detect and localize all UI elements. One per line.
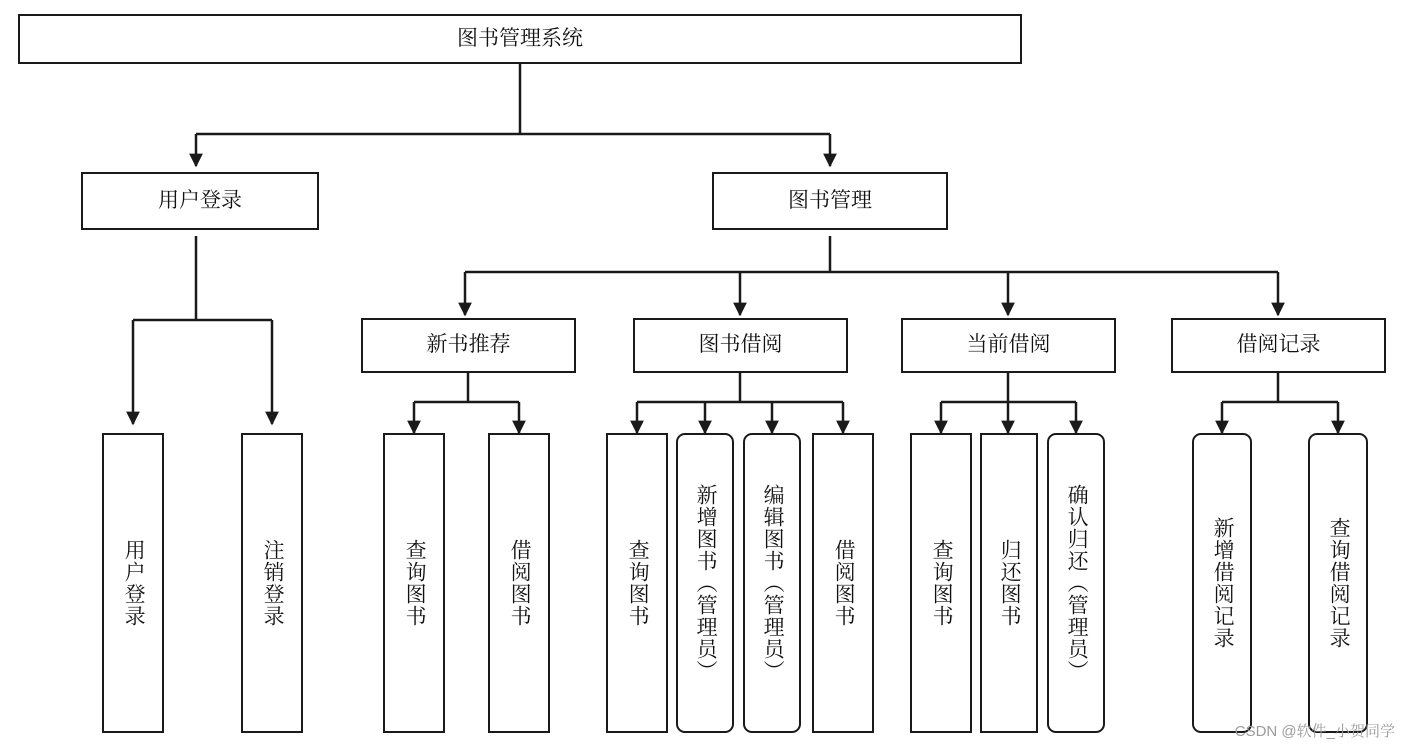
node-current-borrow-label: 当前借阅 xyxy=(966,333,1051,357)
node-root xyxy=(18,14,1022,64)
leaf-query-book-2: 查询图书 xyxy=(606,433,668,733)
node-new-book-rec xyxy=(361,318,576,373)
node-new-book-rec-label: 新书推荐 xyxy=(426,333,511,357)
leaf-query-book-3: 查询图书 xyxy=(910,433,972,733)
leaf-confirm-return: 确认归还（管理员） xyxy=(1047,433,1105,733)
node-borrow-record xyxy=(1171,318,1386,373)
leaf-query-book-1: 查询图书 xyxy=(383,433,445,733)
node-book-manage xyxy=(712,172,948,230)
node-book-borrow xyxy=(633,318,848,373)
leaf-add-record: 新增借阅记录 xyxy=(1192,433,1252,733)
node-user-login-label: 用户登录 xyxy=(158,188,242,212)
node-book-manage-label: 图书管理 xyxy=(788,188,872,212)
node-current-borrow xyxy=(901,318,1116,373)
leaf-edit-book: 编辑图书（管理员） xyxy=(743,433,801,733)
node-borrow-record-label: 借阅记录 xyxy=(1236,333,1321,357)
leaf-borrow-book-2: 借阅图书 xyxy=(812,433,874,733)
leaf-return-book: 归还图书 xyxy=(980,433,1038,733)
watermark: CSDN @软件_小贺同学 xyxy=(1234,723,1395,740)
node-book-borrow-label: 图书借阅 xyxy=(698,333,783,357)
leaf-borrow-book-1: 借阅图书 xyxy=(488,433,550,733)
leaf-query-record: 查询借阅记录 xyxy=(1308,433,1368,733)
leaf-user-login: 用户登录 xyxy=(102,433,164,733)
node-user-login xyxy=(81,172,319,230)
node-root-label: 图书管理系统 xyxy=(457,26,583,50)
leaf-logout: 注销登录 xyxy=(241,433,303,733)
leaf-add-book: 新增图书（管理员） xyxy=(676,433,734,733)
